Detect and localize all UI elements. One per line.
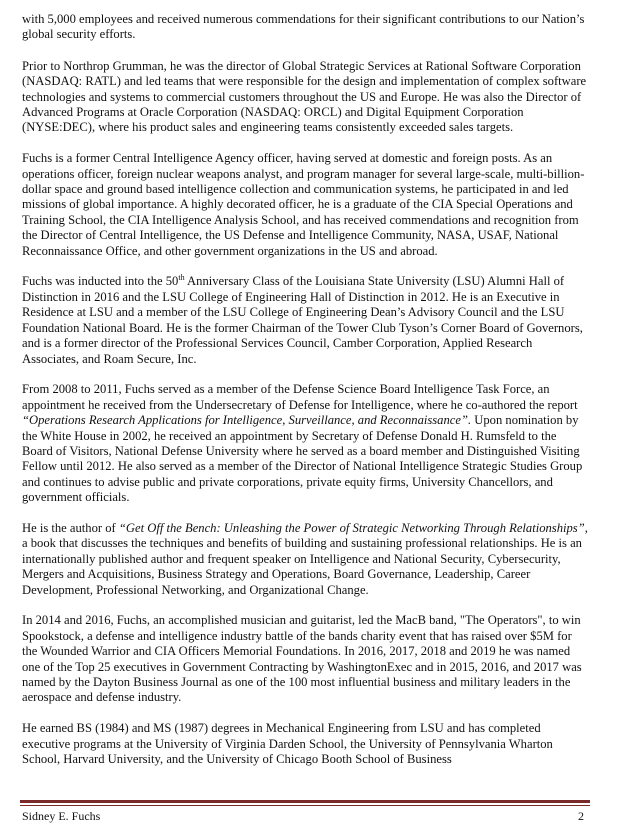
report-title: “Operations Research Applications for Intelligence, Surveillance, and Reconnaissance”. bbox=[22, 413, 472, 428]
footer-rule-thin bbox=[20, 805, 590, 806]
text-segment: Upon nomination by the White House in 2002, he received an appointment by Secretary of Defense Donald H. Rumsfeld to the Board of Visitors, National Defense University where he served as a board member and Distinguished Visiting Fellow until 2012. He also served as a member of the Director of National Intelligence Strategic Studies Group and continues to advise public and private corporations, private equity firms, University Chancellors, and government officials. bbox=[22, 413, 583, 505]
document-body bbox=[22, 12, 590, 783]
superscript: th bbox=[178, 273, 185, 283]
footer-rule-thick bbox=[20, 800, 590, 803]
paragraph-security-efforts: with 5,000 employees and received numerous commendations for their significant contributions to our Nation’s global security efforts. bbox=[22, 12, 585, 42]
paragraph-lsu-honors bbox=[22, 274, 590, 366]
text-segment: Fuchs was inducted into the 50 bbox=[22, 274, 179, 289]
paragraph-cia-career: Fuchs is a former Central Intelligence Agency officer, having served at domestic and foreign posts. As an operations officer, foreign nuclear weapons analyst, and program manager for several large-scale, multi-billion-dollar space and ground based intelligence collection and communication systems, he participated in and led missions of global importance. A highly decorated officer, he is a graduate of the CIA Special Operations and Training School, the CIA Intelligence Analysis School, and has received commendations and recognition from the Director of Central Intelligence, the US Defense and Intelligence Community, NASA, USAF, National Reconnaissance Office, and other government organizations in the US and abroad. bbox=[22, 151, 585, 258]
paragraph-prior-roles: Prior to Northrop Grumman, he was the director of Global Strategic Services at Rational Software Corporation (NASDAQ: RATL) and led teams that were responsible for the design and implementation of complex software technologies and systems to commercial customers throughout the US and Europe. He was also the Director of Advanced Programs at Oracle Corporation (NASDAQ: ORCL) and Digital Equipment Corporation (NYSE:DEC), where his product sales and engineering teams consistently exceeded sales targets. bbox=[22, 58, 587, 135]
text-segment: Anniversary Class of the Louisiana State University (LSU) Alumni Hall of Distinction in 2016 and the LSU College of Engineering Hall of Distinction in 2012. He is an Executive in Residence at LSU and a member of the LSU College of Engineering Dean’s Advisory Council and the LSU Foundation National Board. He is the former Chairman of the Tower Club Tyson’s Corner Board of Governors, and is a former director of the Professional Services Council, Camber Corporation, Applied Research Associates, and Roam Secure, Inc. bbox=[22, 274, 583, 366]
text-segment: From 2008 to 2011, Fuchs served as a member of the Defense Science Board Intelligence Task Force, an appointment he received from the Undersecretary of Defense for Intelligence, where he co-authored the report bbox=[22, 382, 578, 412]
paragraph-education: He earned BS (1984) and MS (1987) degrees in Mechanical Engineering from LSU and has completed executive programs at the University of Virginia Darden School, the University of Pennsylvania Wharton School, Harvard University, and the University of Chicago Booth School of Business bbox=[22, 721, 553, 766]
footer-author-name: Sidney E. Fuchs bbox=[22, 809, 101, 823]
text-segment: , a book that discusses the techniques and benefits of building and sustaining professional relationships. He is an internationally published author and frequent speaker on Intelligence and National Security, Cybersecurity, Mergers and Acquisitions, Business Strategy and Operations, Board Governance, Leadership, Career Development, Professional Networking, and Organizational Change. bbox=[22, 520, 588, 597]
footer-page-number: 2 bbox=[578, 809, 584, 823]
paragraph-music-awards: In 2014 and 2016, Fuchs, an accomplished musician and guitarist, led the MacB band, "The Operators", to win Spookstock, a defense and intelligence industry battle of the bands charity event that has raised over $5M for the Wounded Warrior and CIA Officers Memorial Foundations. In 2016, 2017, 2018 and 2019 he was named one of the Top 25 executives in Government Contracting by WashingtonExec and in 2015, 2016, and 2017 was named by the Dayton Business Journal as one of the 100 most influential business and military leaders in the aerospace and defense industry. bbox=[22, 613, 582, 705]
paragraph-author bbox=[22, 521, 590, 598]
paragraph-defense-science-board bbox=[22, 382, 590, 505]
text-segment: He is the author of bbox=[22, 520, 119, 535]
book-title: “Get Off the Bench: Unleashing the Power of Strategic Networking Through Relationships” bbox=[118, 520, 585, 535]
